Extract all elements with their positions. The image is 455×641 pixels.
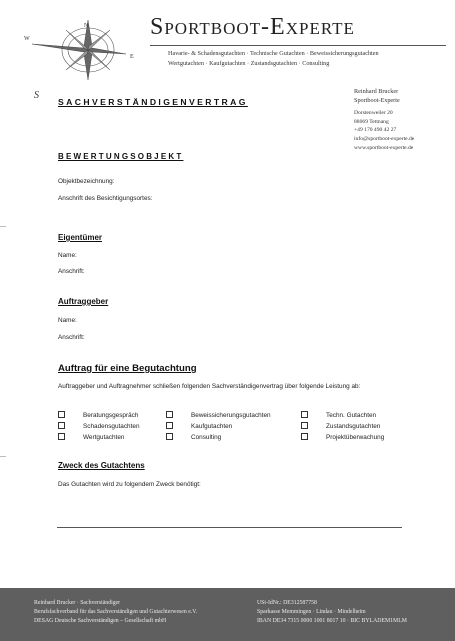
footer-right-line-3: IBAN DE34 7315 0000 1001 8017 10 · BIC BYLADEM1MLM (257, 618, 407, 625)
footer-left-line-1: Reinhard Brucker · Sachverständiger (34, 600, 121, 606)
footer-left-line-2: Berufsfachverband für das Sachverständigen und Gutachterwesen e.V. (34, 609, 198, 616)
compass-letter-w: W (24, 36, 30, 42)
services-list (168, 49, 379, 69)
auftraggeber-name-label: Name: (58, 317, 77, 324)
checkbox[interactable] (58, 422, 65, 429)
compass-rose-logo (18, 18, 138, 100)
brand-divider (150, 45, 446, 46)
document-title: SACHVERSTÄNDIGENVERTRAG (58, 97, 248, 107)
option-wertgutachten[interactable] (58, 433, 124, 441)
footer-left (34, 599, 197, 627)
option-beratungsgespraech[interactable] (58, 411, 138, 419)
checkbox[interactable] (301, 433, 308, 440)
compass-letter-s: S (34, 90, 39, 100)
option-kaufgutachten[interactable] (166, 422, 232, 430)
contact-phone: +49 170 490 42 27 (354, 127, 397, 134)
footer-right-line-2: Sparkasse Memmingen · Lindau · Mindelheim (257, 609, 366, 616)
contact-city: 88069 Tettnang (354, 118, 389, 125)
section-heading-auftraggeber: Auftraggeber (58, 297, 109, 306)
option-beweissicherungsgutachten[interactable] (166, 411, 271, 419)
contact-web: www.sportboot-experte.de (354, 144, 414, 151)
option-label: Consulting (191, 434, 222, 441)
option-label: Techn. Gutachten (326, 412, 377, 419)
auftrag-text: Auftraggeber und Auftragnehmer schließen folgenden Sachverständigenvertrag über folgende Leistung ab: (58, 383, 361, 390)
contact-block (354, 88, 414, 152)
section-heading-bewertungsobjekt: BEWERTUNGSOBJEKT (58, 152, 184, 161)
footer-left-line-3: DESAG Deutsche Sachverständigen – Gesellschaft mbH (34, 618, 167, 625)
contact-company: Sportboot-Experte (354, 96, 400, 104)
checkbox[interactable] (166, 433, 173, 440)
services-line-2: Wertgutachten · Kaufgutachten · Zustandsgutachten · Consulting (168, 60, 330, 67)
option-techn-gutachten[interactable] (301, 411, 376, 419)
contact-email: info@sportboot-experte.de (354, 135, 415, 142)
fold-mark-lower (0, 456, 6, 457)
option-schadensgutachten[interactable] (58, 422, 140, 430)
auftraggeber-anschrift-label: Anschrift: (58, 334, 85, 341)
compass-letter-n: N (84, 23, 89, 29)
signature-line (57, 527, 402, 528)
checkbox[interactable] (58, 433, 65, 440)
services-line-1: Havarie- & Schadensgutachten · Technische Gutachten · Beweissicherungsgutachten (168, 50, 379, 57)
option-label: Beratungsgespräch (83, 412, 139, 419)
option-label: Kaufgutachten (191, 423, 233, 430)
option-label: Schadensgutachten (83, 423, 140, 430)
option-label: Wertgutachten (83, 434, 125, 441)
option-projektueberwachung[interactable] (301, 433, 384, 441)
option-label: Beweissicherungsgutachten (191, 412, 271, 419)
option-label: Projektüberwachung (326, 434, 385, 441)
section-heading-eigentuemer: Eigentümer (58, 233, 103, 242)
option-consulting[interactable] (166, 433, 221, 441)
footer-right (257, 599, 407, 627)
checkbox[interactable] (166, 422, 173, 429)
option-label: Zustandsgutachten (326, 423, 381, 430)
objekt-label: Objektbezeichnung: (58, 178, 115, 185)
checkbox[interactable] (166, 411, 173, 418)
footer-right-line-1: USt-IdNr.: DE312587758 (257, 600, 317, 606)
brand-name: Sportboot-Experte (150, 14, 355, 40)
checkbox[interactable] (58, 411, 65, 418)
option-zustandsgutachten[interactable] (301, 422, 380, 430)
contact-name: Reinhard Brucker (354, 88, 399, 95)
besichtigungsort-label: Anschrift des Besichtigungsortes: (58, 195, 153, 202)
eigentuemer-anschrift-label: Anschrift: (58, 268, 85, 275)
eigentuemer-name-label: Name: (58, 252, 77, 259)
zweck-text: Das Gutachten wird zu folgendem Zweck benötigt: (58, 481, 201, 488)
compass-letter-e: E (130, 54, 134, 60)
contact-street: Dorstenweiler 20 (354, 110, 393, 117)
checkbox[interactable] (301, 411, 308, 418)
footer-bar (0, 588, 455, 641)
fold-mark-upper (0, 226, 6, 227)
section-heading-auftrag: Auftrag für eine Begutachtung (58, 363, 197, 374)
section-heading-zweck: Zweck des Gutachtens (58, 461, 145, 470)
checkbox[interactable] (301, 422, 308, 429)
